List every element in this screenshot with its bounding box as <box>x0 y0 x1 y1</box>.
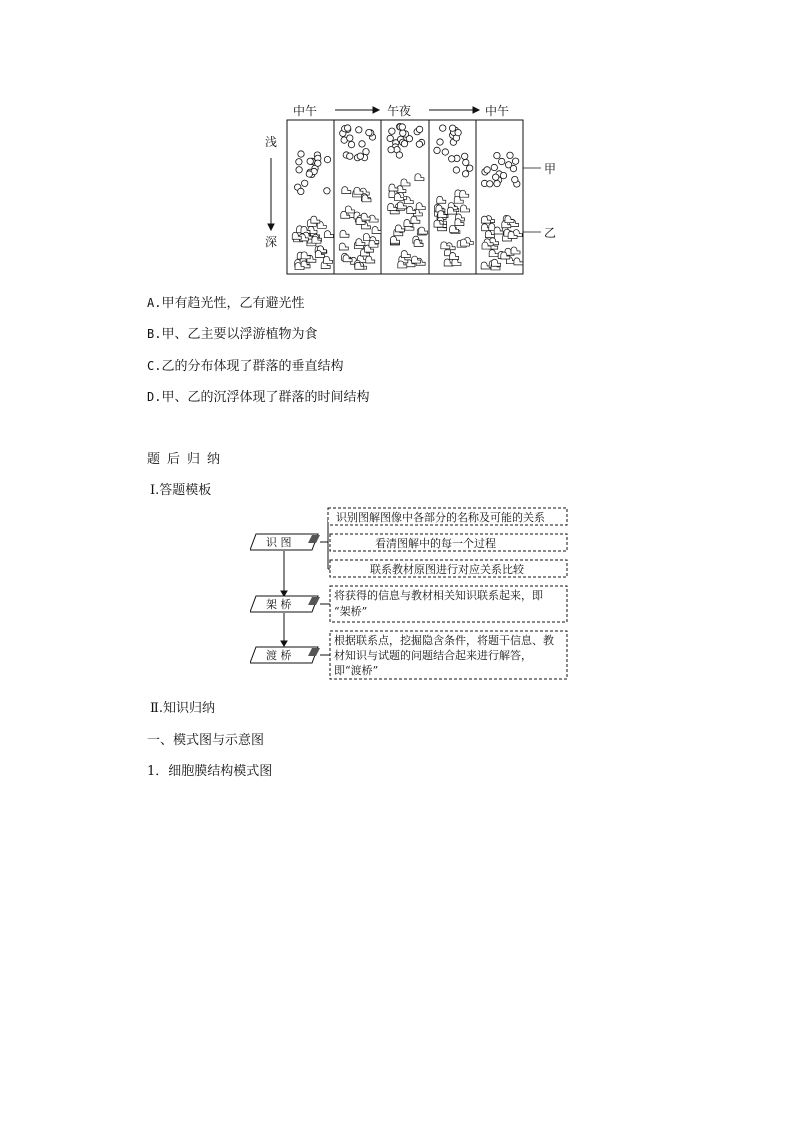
species-b-marker <box>481 262 490 269</box>
option-c-text: 乙的分布体现了群落的垂直结构 <box>161 359 344 374</box>
species-a-marker <box>416 126 422 132</box>
species-b-marker <box>450 225 459 232</box>
species-a-marker <box>315 160 321 166</box>
species-a-marker <box>440 125 446 131</box>
species-a-marker <box>363 149 369 155</box>
species-a-marker <box>324 188 330 194</box>
species-b-marker <box>366 256 375 263</box>
answer-template-flowchart <box>250 505 575 685</box>
species-b-marker <box>401 250 410 257</box>
species-a-marker <box>500 172 506 178</box>
species-a-marker <box>507 152 513 158</box>
species-a-marker <box>296 167 302 173</box>
species-b-marker <box>450 253 459 260</box>
option-d <box>147 386 369 405</box>
time-label-midnight: 午夜 <box>387 104 412 118</box>
species-b-marker <box>372 227 381 234</box>
species-a-marker <box>455 129 461 135</box>
species-b-marker <box>461 205 470 212</box>
species-label-a: 甲 <box>544 162 557 176</box>
migration-figure <box>255 100 565 280</box>
species-a-marker <box>344 125 350 131</box>
option-b-key: B. <box>147 327 162 341</box>
time-label-noon-1: 中午 <box>293 104 318 118</box>
species-a-marker <box>449 156 455 162</box>
species-b-marker <box>514 258 523 265</box>
species-a-marker <box>401 141 407 147</box>
option-c-key: C. <box>147 359 162 373</box>
species-a-marker <box>442 149 448 155</box>
species-b-marker <box>389 184 398 191</box>
species-a-marker <box>396 152 402 158</box>
option-d-text: 甲、乙的沉浮体现了群落的时间结构 <box>161 390 370 405</box>
species-b-marker <box>419 227 428 234</box>
species-a-marker <box>298 151 304 157</box>
section2-subtitle: 一、模式图与示意图 <box>147 733 265 748</box>
species-a-marker <box>494 180 500 186</box>
box-identify-2-text: 看清图解中的每一个过程 <box>375 537 496 550</box>
species-a-marker <box>387 135 393 141</box>
species-b-marker <box>485 231 494 238</box>
species-b-marker <box>489 250 498 257</box>
species-a-marker <box>347 135 353 141</box>
species-a-marker <box>306 171 312 177</box>
species-b-marker <box>401 179 410 186</box>
summary-title: 题后归纳 <box>147 452 228 467</box>
time-arrow-1 <box>335 107 379 113</box>
species-b-marker <box>340 230 349 237</box>
option-b-text: 甲、乙主要以浮游植物为食 <box>161 327 318 342</box>
species-b-marker <box>345 206 354 213</box>
species-a-marker <box>463 159 469 165</box>
species-b-marker <box>411 216 420 223</box>
box-cross-text-2: 材知识与试题的问题结合起来进行解答， <box>334 649 532 662</box>
species-b-marker <box>339 243 348 250</box>
section2-title: Ⅱ.知识归纳 <box>150 701 215 716</box>
species-a-marker <box>359 141 365 147</box>
species-a-marker <box>324 156 330 162</box>
species-b-marker <box>342 187 351 194</box>
species-b-marker <box>361 213 370 220</box>
species-a-marker <box>484 167 490 173</box>
depth-arrow <box>268 158 274 230</box>
species-a-marker <box>296 159 302 165</box>
option-a <box>147 292 304 311</box>
species-a-marker <box>462 153 468 159</box>
species-a-marker <box>510 165 516 171</box>
organism-markers <box>292 124 523 270</box>
species-a-marker <box>357 153 363 159</box>
step-cross: 渡 桥 <box>266 649 292 662</box>
species-a-marker <box>348 141 354 147</box>
time-arrow-2 <box>429 107 479 113</box>
box-identify-1-text: 识别图解图像中各部分的名称及可能的关系 <box>336 511 545 524</box>
species-b-marker <box>395 225 404 232</box>
box-identify-3-text: 联系教材原图进行对应关系比较 <box>370 563 524 576</box>
option-b <box>147 323 317 342</box>
species-b-marker <box>324 256 333 263</box>
step-bridge: 架 桥 <box>266 598 292 611</box>
option-d-key: D. <box>147 390 162 404</box>
box-bridge-text-1: 将获得的信息与教材相关知识联系起来，即 <box>334 589 543 602</box>
species-a-marker <box>399 124 405 130</box>
species-a-marker <box>302 180 308 186</box>
box-cross-text-3: 即“渡桥” <box>334 664 379 677</box>
box-bridge-text-2: “架桥” <box>334 605 368 618</box>
species-b-marker <box>324 231 333 238</box>
species-a-marker <box>347 153 353 159</box>
species-a-marker <box>388 147 394 153</box>
species-b-marker <box>460 190 469 197</box>
depth-label-shallow: 浅 <box>265 135 278 149</box>
species-a-marker <box>512 158 518 164</box>
section1-title: Ⅰ.答题模板 <box>150 483 212 498</box>
species-a-marker <box>512 176 518 182</box>
species-a-marker <box>493 174 499 180</box>
species-a-marker <box>356 127 362 133</box>
species-a-marker <box>389 128 395 134</box>
species-a-marker <box>494 152 500 158</box>
species-a-marker <box>499 158 505 164</box>
species-a-marker <box>487 181 493 187</box>
species-b-marker <box>492 259 501 266</box>
species-b-marker <box>415 174 424 181</box>
species-b-marker <box>311 216 320 223</box>
species-b-marker <box>437 196 446 203</box>
species-a-marker <box>437 139 443 145</box>
species-a-marker <box>366 129 372 135</box>
time-label-noon-2: 中午 <box>485 104 510 118</box>
species-a-marker <box>400 130 406 136</box>
species-a-marker <box>416 141 422 147</box>
box-cross-text-1: 根据联系点，挖掘隐含条件，将题干信息、教 <box>334 634 554 647</box>
species-a-marker <box>449 125 455 131</box>
species-a-marker <box>462 171 468 177</box>
species-a-marker <box>467 165 473 171</box>
species-a-marker <box>491 164 497 170</box>
species-a-marker <box>307 158 313 164</box>
species-a-marker <box>434 147 440 153</box>
step-identify: 识 图 <box>266 536 292 549</box>
species-label-b: 乙 <box>544 226 557 240</box>
species-b-marker <box>416 203 425 210</box>
species-a-marker <box>298 188 304 194</box>
species-a-marker <box>453 167 459 173</box>
option-a-key: A. <box>147 296 162 310</box>
species-b-marker <box>390 236 399 243</box>
depth-label-deep: 深 <box>265 235 278 249</box>
option-c <box>147 355 343 374</box>
section2-item: 1．细胞膜结构模式图 <box>147 764 273 779</box>
species-b-marker <box>511 247 520 254</box>
option-a-text: 甲有趋光性，乙有避光性 <box>161 296 305 311</box>
